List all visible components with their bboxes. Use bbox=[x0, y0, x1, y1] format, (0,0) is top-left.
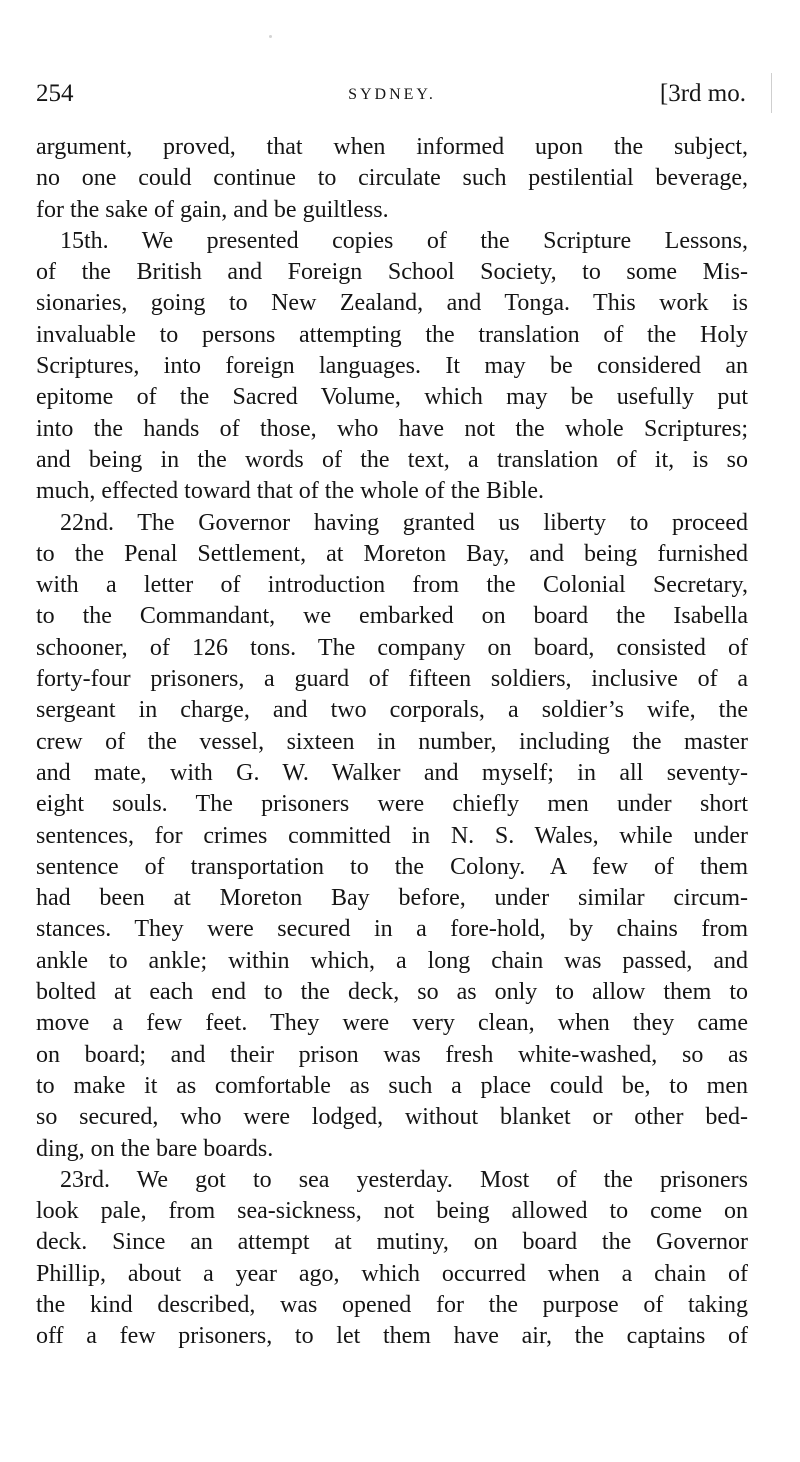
text-line: deck. Since an attempt at mutiny, on board the Governor bbox=[36, 1229, 748, 1256]
running-head bbox=[36, 70, 748, 116]
text-line: and mate, with G. W. Walker and myself; in all seventy- bbox=[36, 759, 748, 786]
text-line: off a few prisoners, to let them have air, the captains of bbox=[36, 1323, 748, 1350]
text-line: ding, on the bare boards. bbox=[36, 1135, 274, 1162]
text-line: much, effected toward that of the whole of the Bible. bbox=[36, 478, 545, 505]
text-line: Scriptures, into foreign languages. It may be considered an bbox=[36, 353, 748, 380]
text-line: into the hands of those, who have not the whole Scriptures; bbox=[36, 415, 748, 442]
text-line: move a few feet. They were very clean, when they came bbox=[36, 1010, 748, 1037]
text-line: argument, proved, that when informed upon the subject, bbox=[36, 134, 748, 160]
page-number: 254 bbox=[36, 80, 74, 107]
text-line: sionaries, going to New Zealand, and Tonga. This work is bbox=[36, 290, 748, 317]
text-line: sentences, for crimes committed in N. S. Wales, while under bbox=[36, 822, 748, 849]
text-line: sergeant in charge, and two corporals, a soldier’s wife, the bbox=[36, 697, 748, 724]
margin-mark bbox=[771, 73, 772, 113]
body-text bbox=[36, 132, 748, 1353]
text-line: sentence of transportation to the Colony. A few of them bbox=[36, 853, 748, 880]
text-line: eight souls. The prisoners were chiefly men under short bbox=[36, 791, 748, 818]
text-line: look pale, from sea-sickness, not being allowed to come on bbox=[36, 1198, 748, 1225]
running-title: SYDNEY. bbox=[348, 86, 436, 103]
text-line: 22nd. The Governor having granted us liberty to proceed bbox=[60, 509, 748, 536]
text-line: ankle to ankle; within which, a long chain was passed, and bbox=[36, 947, 748, 974]
book-page bbox=[36, 70, 748, 1353]
text-line: and being in the words of the text, a translation of it, is so bbox=[36, 446, 748, 473]
text-line: the kind described, was opened for the purpose of taking bbox=[36, 1291, 748, 1318]
text-line: stances. They were secured in a fore-hold, by chains from bbox=[36, 916, 748, 943]
text-line: with a letter of introduction from the Colonial Secretary, bbox=[36, 572, 748, 599]
text-line: no one could continue to circulate such pestilential beverage, bbox=[36, 165, 748, 192]
text-line: 23rd. We got to sea yesterday. Most of the prisoners bbox=[60, 1166, 748, 1193]
text-line: for the sake of gain, and be guiltless. bbox=[36, 196, 389, 223]
text-line: to the Penal Settlement, at Moreton Bay, and being furnished bbox=[36, 540, 748, 567]
text-line: schooner, of 126 tons. The company on board, consisted of bbox=[36, 634, 748, 661]
text-line: had been at Moreton Bay before, under similar circum- bbox=[36, 885, 748, 912]
text-line: on board; and their prison was fresh white-washed, so as bbox=[36, 1041, 748, 1068]
text-line: epitome of the Sacred Volume, which may be usefully put bbox=[36, 384, 748, 411]
stray-mark bbox=[269, 35, 272, 38]
text-line: Phillip, about a year ago, which occurred when a chain of bbox=[36, 1260, 748, 1287]
text-line: crew of the vessel, sixteen in number, including the master bbox=[36, 728, 748, 755]
text-line: forty-four prisoners, a guard of fifteen soldiers, inclusive of a bbox=[36, 666, 748, 693]
text-line: bolted at each end to the deck, so as only to allow them to bbox=[36, 979, 748, 1006]
text-line: invaluable to persons attempting the translation of the Holy bbox=[36, 321, 748, 348]
text-line: to the Commandant, we embarked on board the Isabella bbox=[36, 603, 748, 630]
text-line: of the British and Foreign School Society, to some Mis- bbox=[36, 259, 748, 286]
text-line: so secured, who were lodged, without blanket or other bed- bbox=[36, 1104, 748, 1131]
text-line: to make it as comfortable as such a place could be, to men bbox=[36, 1072, 748, 1099]
running-date: [3rd mo. bbox=[659, 80, 746, 107]
text-line: 15th. We presented copies of the Scripture Lessons, bbox=[60, 227, 748, 254]
